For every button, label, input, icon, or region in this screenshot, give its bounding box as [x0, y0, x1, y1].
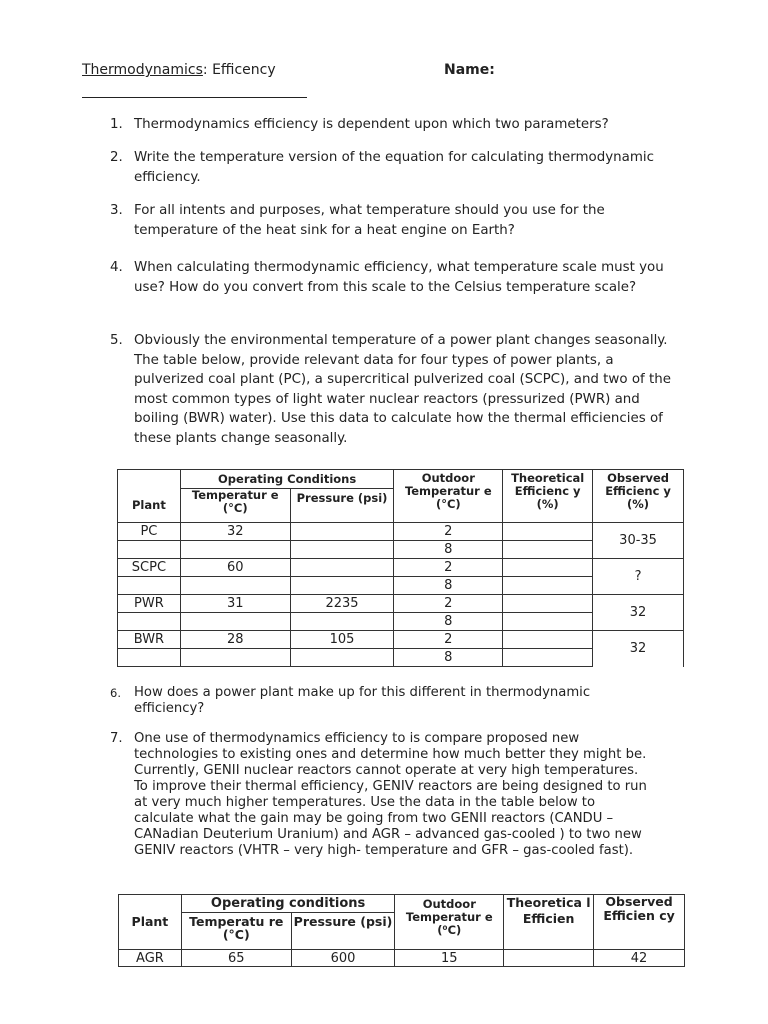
temperature-cell	[180, 541, 290, 559]
header-temperature: Temperatu re (°C)	[181, 913, 291, 950]
pressure-cell	[290, 559, 394, 577]
pressure-cell: 2235	[290, 595, 394, 613]
header-cell	[119, 895, 182, 913]
name-label: Name:	[444, 62, 495, 78]
name-underline	[82, 97, 307, 98]
table-row	[118, 631, 684, 649]
pressure-cell	[290, 613, 394, 631]
question-text: Thermodynamics efficiency is dependent upon which two parameters?	[134, 117, 609, 132]
outdoor-cell: 2	[394, 595, 503, 613]
header-operating-conditions: Operating conditions	[181, 895, 395, 913]
question-number: 7.	[110, 731, 123, 746]
question-text: Obviously the environmental temperature of a power plant changes seasonally. The table below, provide relevant data for four types of power plants, a pulverized coal plant (PC), a supercritical pulverized coal (SCPC), and two of the most common types of light water nuclear reactors (pressurized (PWR) and boiling (BWR) water). Use this data to calculate how the thermal efficiencies of these plants change seasonally.	[134, 333, 671, 446]
header-pressure: Pressure (psi)	[290, 489, 394, 523]
plant-cell	[118, 577, 181, 595]
temperature-cell: 65	[181, 950, 291, 967]
reactor-table	[118, 894, 685, 967]
plant-cell	[118, 613, 181, 631]
header-outdoor-temperature: Outdoor Temperatur e (⁰C)	[395, 895, 504, 950]
observed-cell: 32	[593, 631, 684, 667]
outdoor-cell: 2	[394, 631, 503, 649]
table-row	[118, 559, 684, 577]
question-number: 1.	[110, 117, 123, 132]
plant-cell: PWR	[118, 595, 181, 613]
question-5	[110, 331, 674, 448]
question-7	[110, 731, 654, 859]
title-subject: Thermodynamics	[82, 62, 203, 78]
plant-cell: BWR	[118, 631, 181, 649]
theoretical-cell	[503, 559, 593, 577]
question-number: 3.	[110, 203, 123, 218]
temperature-cell	[180, 613, 290, 631]
header-plant: Plant	[118, 489, 181, 523]
outdoor-cell: 2	[394, 559, 503, 577]
observed-cell: 30-35	[593, 523, 684, 559]
table-row	[119, 950, 685, 967]
question-1	[110, 115, 674, 135]
header-theoretical-efficiency: Theoretical Efficienc y (%)	[503, 470, 593, 523]
temperature-cell: 31	[180, 595, 290, 613]
header-outdoor-temperature: Outdoor Temperatur e (°C)	[394, 470, 503, 523]
question-text: How does a power plant make up for this different in thermodynamic efficiency?	[134, 685, 591, 716]
question-6	[110, 685, 634, 717]
header-observed-efficiency: Observed Efficien cy	[594, 895, 685, 950]
header-pressure: Pressure (psi)	[291, 913, 395, 950]
question-2	[110, 148, 674, 187]
theoretical-cell	[503, 523, 593, 541]
observed-cell: ?	[593, 559, 684, 595]
outdoor-cell: 8	[394, 541, 503, 559]
header-theoretical-efficiency: Theoretica l Efficien	[504, 895, 594, 950]
temperature-cell	[180, 577, 290, 595]
header-operating-conditions: Operating Conditions	[180, 470, 394, 489]
question-3	[110, 201, 674, 240]
theoretical-cell	[504, 950, 594, 967]
power-plant-table	[117, 469, 684, 667]
outdoor-cell: 15	[395, 950, 504, 967]
pressure-cell	[290, 577, 394, 595]
title-topic: Efficency	[207, 62, 276, 78]
pressure-cell: 105	[290, 631, 394, 649]
temperature-cell	[180, 649, 290, 667]
theoretical-cell	[503, 595, 593, 613]
question-text: Write the temperature version of the equation for calculating thermodynamic efficiency.	[134, 150, 654, 185]
header-observed-efficiency: Observed Efficienc y (%)	[593, 470, 684, 523]
pressure-cell	[290, 541, 394, 559]
temperature-cell: 28	[180, 631, 290, 649]
question-text: When calculating thermodynamic efficiency, what temperature scale must you use? How do you convert from this scale to the Celsius temperature scale?	[134, 260, 664, 295]
theoretical-cell	[503, 541, 593, 559]
question-number: 4.	[110, 260, 123, 275]
theoretical-cell	[503, 577, 593, 595]
plant-cell: SCPC	[118, 559, 181, 577]
table-row	[118, 595, 684, 613]
question-number: 2.	[110, 150, 123, 165]
document-title	[82, 62, 276, 78]
header-plant: Plant	[119, 913, 182, 950]
plant-cell	[118, 649, 181, 667]
plant-cell	[118, 541, 181, 559]
plant-cell: AGR	[119, 950, 182, 967]
pressure-cell: 600	[291, 950, 395, 967]
table-row	[118, 523, 684, 541]
header-cell	[118, 470, 181, 489]
plant-cell: PC	[118, 523, 181, 541]
question-4	[110, 258, 674, 297]
outdoor-cell: 2	[394, 523, 503, 541]
outdoor-cell: 8	[394, 649, 503, 667]
temperature-cell: 32	[180, 523, 290, 541]
question-text: One use of thermodynamics efficiency to is compare proposed new technologies to existing ones and determine how much better they might be. Currently, GENII nuclear reactors cannot operate at very high temperatures. To improve their thermal efficiency, GENIV reactors are being designed to run at very much higher temperatures. Use the data in the table below to calculate what the gain may be going from two GENII reactors (CANDU – CANadian Deuterium Uranium) and AGR – advanced gas-cooled ) to two new GENIV reactors (VHTR – very high- temperature and GFR – gas-cooled fast).	[134, 731, 647, 858]
outdoor-cell: 8	[394, 577, 503, 595]
theoretical-cell	[503, 649, 593, 667]
title-separator: :	[202, 62, 208, 78]
theoretical-cell	[503, 631, 593, 649]
observed-cell: 32	[593, 595, 684, 631]
header-temperature: Temperatur e (°C)	[180, 489, 290, 523]
pressure-cell	[290, 649, 394, 667]
temperature-cell: 60	[180, 559, 290, 577]
outdoor-cell: 8	[394, 613, 503, 631]
pressure-cell	[290, 523, 394, 541]
theoretical-cell	[503, 613, 593, 631]
observed-cell: 42	[594, 950, 685, 967]
question-number: 5.	[110, 333, 123, 348]
question-text: For all intents and purposes, what temperature should you use for the temperature of the heat sink for a heat engine on Earth?	[134, 203, 605, 238]
question-number: 6.	[110, 686, 121, 700]
